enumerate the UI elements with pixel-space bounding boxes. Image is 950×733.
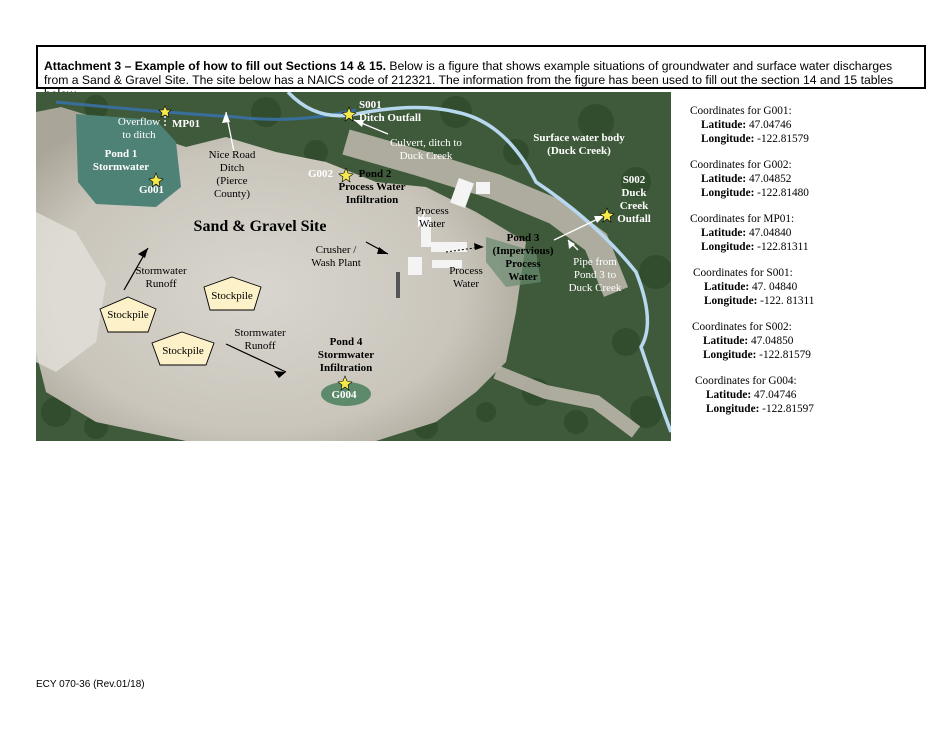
lon-value: -122. 81311 — [757, 295, 815, 307]
nice-road-label-3: (Pierce — [216, 175, 248, 187]
culvert-label-2: Duck Creek — [399, 150, 453, 162]
lat-value: 47. 04840 — [749, 281, 798, 293]
lat-value: 47.04746 — [751, 389, 797, 401]
lat-label: Latitude: — [704, 281, 750, 293]
pond4-label-3: Infiltration — [319, 362, 373, 374]
site-aerial-map — [36, 92, 671, 441]
lon-value: -122.81311 — [754, 241, 809, 253]
s002-label-3: Creek — [619, 200, 649, 212]
g002-label: G002 — [308, 168, 334, 180]
crusher-label-2: Wash Plant — [311, 257, 361, 269]
overflow-label-1: Overflow — [117, 116, 161, 128]
s001-label-1: S001 — [359, 99, 382, 111]
stormwater-runoff-2b: Runoff — [244, 340, 276, 352]
pond2-label-3: Infiltration — [345, 194, 399, 206]
s001-label-2: Ditch Outfall — [359, 112, 422, 124]
crusher-label-1: Crusher / — [315, 244, 357, 256]
s002-label-1: S002 — [622, 174, 646, 186]
coord-block-g002 — [690, 158, 940, 200]
coord-block-mp01 — [690, 212, 940, 254]
process-water-label-1b: Water — [419, 218, 445, 230]
pond1-label-2: Stormwater — [92, 161, 150, 173]
coord-block-s002 — [690, 320, 940, 362]
pond2-label-2: Process Water — [338, 181, 406, 193]
lon-label: Longitude: — [701, 187, 755, 199]
lat-value: 47.04746 — [746, 119, 792, 131]
lat-label: Latitude: — [703, 335, 749, 347]
lat-value: 47.04852 — [746, 173, 792, 185]
lon-label: Longitude: — [706, 403, 760, 415]
coord-block-s001 — [690, 266, 940, 308]
attachment-header — [36, 45, 926, 89]
lon-label: Longitude: — [701, 241, 755, 253]
lon-label: Longitude: — [704, 295, 758, 307]
g004-label: G004 — [331, 389, 357, 401]
coord-block-g004 — [690, 374, 940, 416]
coord-head: Coordinates for G002: — [690, 159, 792, 171]
nice-road-label-4: County) — [213, 188, 251, 200]
stormwater-runoff-1a: Stormwater — [135, 265, 187, 277]
coord-block-g001 — [690, 104, 940, 146]
pond2-label-1: Pond 2 — [358, 168, 392, 180]
stormwater-runoff-1b: Runoff — [145, 278, 177, 290]
s002-label-4: Outfall — [617, 213, 651, 225]
coord-head: Coordinates for G004: — [695, 375, 797, 387]
lon-label: Longitude: — [703, 349, 757, 361]
g001-label: G001 — [139, 184, 165, 196]
nice-road-label-2: Ditch — [219, 162, 245, 174]
lat-label: Latitude: — [701, 173, 747, 185]
stockpile-label-3: Stockpile — [162, 345, 204, 357]
lat-label: Latitude: — [701, 227, 747, 239]
lat-label: Latitude: — [701, 119, 747, 131]
site-title: Sand & Gravel Site — [193, 218, 327, 235]
coord-head: Coordinates for S001: — [693, 267, 793, 279]
mp01-label: MP01 — [172, 118, 201, 130]
overflow-label-2: to ditch — [122, 129, 156, 141]
pond1-label-1: Pond 1 — [104, 148, 138, 160]
nice-road-label-1: Nice Road — [208, 149, 256, 161]
pipe-label-2: Pond 3 to — [573, 269, 617, 281]
lon-value: -122.81579 — [756, 349, 811, 361]
lon-value: -122.81480 — [754, 187, 809, 199]
s002-label-2: Duck — [621, 187, 647, 199]
pipe-label-3: Duck Creek — [568, 282, 622, 294]
header-text: Below is a figure that shows example situations of groundwater and surface water discharges from a Sand & Gravel Site. The site below has a NAICS code of 212321. The information from the figure has been used to fill out the section 14 and 15 tables — [44, 59, 894, 87]
lat-label: Latitude: — [706, 389, 752, 401]
lat-value: 47.04850 — [748, 335, 794, 347]
process-water-label-1a: Process — [415, 205, 449, 217]
pond3-label-2: (Impervious) — [492, 245, 554, 257]
stockpile-label-2: Stockpile — [211, 290, 253, 302]
stormwater-runoff-2a: Stormwater — [234, 327, 286, 339]
coordinates-list — [690, 104, 940, 428]
stockpile-label-1: Stockpile — [107, 309, 149, 321]
header-bold: Attachment 3 – Example of how to fill out Sections 14 & 15. — [44, 59, 386, 73]
form-footer: ECY 070-36 (Rev.01/18) — [36, 679, 145, 690]
pond4-label-1: Pond 4 — [329, 336, 363, 348]
pond3-label-1: Pond 3 — [506, 232, 540, 244]
plant-equipment — [396, 272, 400, 298]
pond3-label-4: Water — [508, 271, 538, 283]
pond3-label-3: Process — [505, 258, 541, 270]
lon-value: -122.81579 — [754, 133, 809, 145]
surface-water-label-1: Surface water body — [533, 132, 625, 144]
lat-value: 47.04840 — [746, 227, 792, 239]
lon-value: -122.81597 — [759, 403, 814, 415]
process-water-label-2b: Water — [453, 278, 479, 290]
pond4-label-2: Stormwater — [317, 349, 375, 361]
surface-water-label-2: (Duck Creek) — [547, 145, 611, 157]
culvert-label-1: Culvert, ditch to — [390, 137, 462, 149]
pipe-label-1: Pipe from — [573, 256, 617, 268]
coord-head: Coordinates for G001: — [690, 105, 792, 117]
lon-label: Longitude: — [701, 133, 755, 145]
coord-head: Coordinates for MP01: — [690, 213, 795, 225]
coord-head: Coordinates for S002: — [692, 321, 792, 333]
process-water-label-2a: Process — [449, 265, 483, 277]
